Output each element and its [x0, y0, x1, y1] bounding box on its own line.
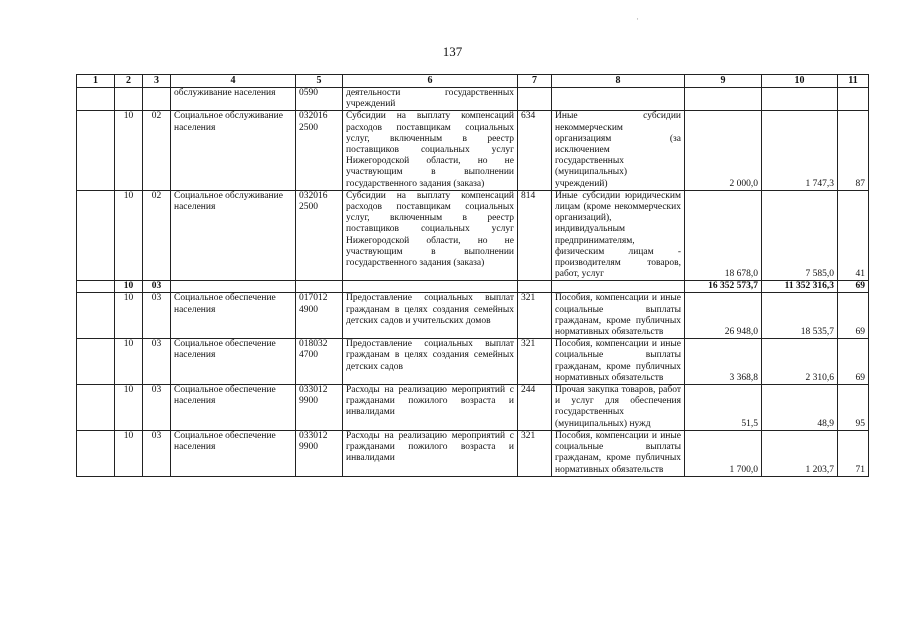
- cell-percent: 87: [838, 111, 869, 190]
- cell-col-1: [77, 385, 115, 431]
- cell-target-article-name: деятельности государственных учреждений: [343, 88, 518, 111]
- col-header-1: 1: [77, 75, 115, 88]
- cell-actual-amount: 1 747,3: [762, 111, 838, 190]
- cell-section: [115, 88, 143, 111]
- cell-expense-type-name: Пособия, компенсации и иные социальные выплаты гражданам, кроме публичных нормативных обязательств: [552, 339, 685, 385]
- cell-section: 10: [115, 293, 143, 339]
- cell-section-name: [171, 281, 296, 293]
- cell-planned-amount: [685, 88, 762, 111]
- cell-percent: 69: [838, 293, 869, 339]
- cell-expense-type: 321: [518, 293, 552, 339]
- cell-target-article: 017012 4900: [296, 293, 343, 339]
- table-row: [77, 88, 869, 111]
- col-header-3: 3: [143, 75, 171, 88]
- scan-dot: ·: [636, 14, 639, 24]
- cell-target-article: 032016 2500: [296, 111, 343, 190]
- cell-expense-type-name: [552, 281, 685, 293]
- cell-expense-type: 814: [518, 190, 552, 281]
- col-header-6: 6: [343, 75, 518, 88]
- table-body: [77, 88, 869, 477]
- budget-table: [76, 74, 869, 477]
- cell-expense-type-name: Иные субсидии юридическим лицам (кроме некоммерческих организаций), индивидуальным предпринимателям, физическим лицам - производителям товаров, работ, услуг: [552, 190, 685, 281]
- cell-planned-amount: 2 000,0: [685, 111, 762, 190]
- cell-percent: 95: [838, 385, 869, 431]
- cell-expense-type-name: Иные субсидии некоммерческим организациям (за исключением государственных (муниципальных) учреждений): [552, 111, 685, 190]
- col-header-9: 9: [685, 75, 762, 88]
- cell-expense-type: 321: [518, 339, 552, 385]
- cell-target-article: 032016 2500: [296, 190, 343, 281]
- cell-expense-type: 634: [518, 111, 552, 190]
- cell-section: 10: [115, 281, 143, 293]
- cell-target-article: 033012 9900: [296, 430, 343, 476]
- cell-percent: [838, 88, 869, 111]
- cell-actual-amount: 7 585,0: [762, 190, 838, 281]
- cell-planned-amount: 18 678,0: [685, 190, 762, 281]
- cell-subsection: 02: [143, 190, 171, 281]
- col-header-7: 7: [518, 75, 552, 88]
- table-row: [77, 385, 869, 431]
- cell-expense-type-name: Пособия, компенсации и иные социальные выплаты гражданам, кроме публичных нормативных обязательств: [552, 430, 685, 476]
- cell-subsection: [143, 88, 171, 111]
- col-header-10: 10: [762, 75, 838, 88]
- col-header-5: 5: [296, 75, 343, 88]
- table-row: [77, 430, 869, 476]
- cell-actual-amount: 1 203,7: [762, 430, 838, 476]
- cell-subsection: 03: [143, 281, 171, 293]
- cell-col-1: [77, 190, 115, 281]
- cell-section-name: Социальное обеспечение населения: [171, 293, 296, 339]
- cell-section-name: Социальное обеспечение населения: [171, 385, 296, 431]
- cell-target-article: 033012 9900: [296, 385, 343, 431]
- page-number: 137: [442, 44, 463, 59]
- cell-subsection: 02: [143, 111, 171, 190]
- cell-planned-amount: 16 352 573,7: [685, 281, 762, 293]
- cell-section-name: Социальное обслуживание населения: [171, 111, 296, 190]
- cell-subsection: 03: [143, 385, 171, 431]
- cell-percent: 71: [838, 430, 869, 476]
- cell-actual-amount: 11 352 316,3: [762, 281, 838, 293]
- cell-col-1: [77, 293, 115, 339]
- cell-section: 10: [115, 339, 143, 385]
- cell-col-1: [77, 339, 115, 385]
- cell-planned-amount: 51,5: [685, 385, 762, 431]
- cell-col-1: [77, 430, 115, 476]
- cell-actual-amount: 2 310,6: [762, 339, 838, 385]
- cell-section-name: обслуживание населения: [171, 88, 296, 111]
- cell-subsection: 03: [143, 339, 171, 385]
- cell-percent: 69: [838, 281, 869, 293]
- cell-col-1: [77, 111, 115, 190]
- col-header-8: 8: [552, 75, 685, 88]
- cell-section-name: Социальное обеспечение населения: [171, 430, 296, 476]
- cell-planned-amount: 26 948,0: [685, 293, 762, 339]
- cell-section-name: Социальное обслуживание населения: [171, 190, 296, 281]
- cell-subsection: 03: [143, 293, 171, 339]
- col-header-4: 4: [171, 75, 296, 88]
- cell-target-article: 018032 4700: [296, 339, 343, 385]
- cell-expense-type: 244: [518, 385, 552, 431]
- cell-col-1: [77, 88, 115, 111]
- subtotal-row: [77, 281, 869, 293]
- cell-col-1: [77, 281, 115, 293]
- cell-section: 10: [115, 385, 143, 431]
- cell-expense-type-name: Прочая закупка товаров, работ и услуг для обеспечения государственных (муниципальных) нужд: [552, 385, 685, 431]
- cell-expense-type: [518, 281, 552, 293]
- cell-target-article-name: Субсидии на выплату компенсаций расходов поставщикам социальных услуг, включенным в реестр поставщиков социальных услуг Нижегородской области, но не участвующим в выполнении государственного задания (заказа): [343, 111, 518, 190]
- cell-percent: 69: [838, 339, 869, 385]
- cell-percent: 41: [838, 190, 869, 281]
- cell-actual-amount: 48,9: [762, 385, 838, 431]
- cell-actual-amount: 18 535,7: [762, 293, 838, 339]
- cell-target-article-name: Предоставление социальных выплат гражданам в целях создания семейных детских садов: [343, 339, 518, 385]
- col-header-11: 11: [838, 75, 869, 88]
- col-header-2: 2: [115, 75, 143, 88]
- cell-actual-amount: [762, 88, 838, 111]
- cell-expense-type: [518, 88, 552, 111]
- cell-target-article-name: Предоставление социальных выплат гражданам в целях создания семейных детских садов и учительских домов: [343, 293, 518, 339]
- cell-planned-amount: 1 700,0: [685, 430, 762, 476]
- cell-target-article-name: Субсидии на выплату компенсаций расходов поставщикам социальных услуг, включенным в реестр поставщиков социальных услуг Нижегородской области, но не участвующим в выполнении государственного задания (заказа): [343, 190, 518, 281]
- cell-section: 10: [115, 190, 143, 281]
- cell-expense-type-name: [552, 88, 685, 111]
- cell-target-article: [296, 281, 343, 293]
- cell-section: 10: [115, 430, 143, 476]
- cell-target-article: 0590: [296, 88, 343, 111]
- table-row: [77, 339, 869, 385]
- cell-target-article-name: [343, 281, 518, 293]
- cell-section-name: Социальное обеспечение населения: [171, 339, 296, 385]
- table-row: [77, 293, 869, 339]
- cell-planned-amount: 3 368,8: [685, 339, 762, 385]
- table-row: [77, 111, 869, 190]
- cell-expense-type: 321: [518, 430, 552, 476]
- cell-section: 10: [115, 111, 143, 190]
- cell-target-article-name: Расходы на реализацию мероприятий с гражданами пожилого возраста и инвалидами: [343, 430, 518, 476]
- cell-subsection: 03: [143, 430, 171, 476]
- cell-target-article-name: Расходы на реализацию мероприятий с гражданами пожилого возраста и инвалидами: [343, 385, 518, 431]
- header-row: [77, 75, 869, 88]
- cell-expense-type-name: Пособия, компенсации и иные социальные выплаты гражданам, кроме публичных нормативных обязательств: [552, 293, 685, 339]
- table-row: [77, 190, 869, 281]
